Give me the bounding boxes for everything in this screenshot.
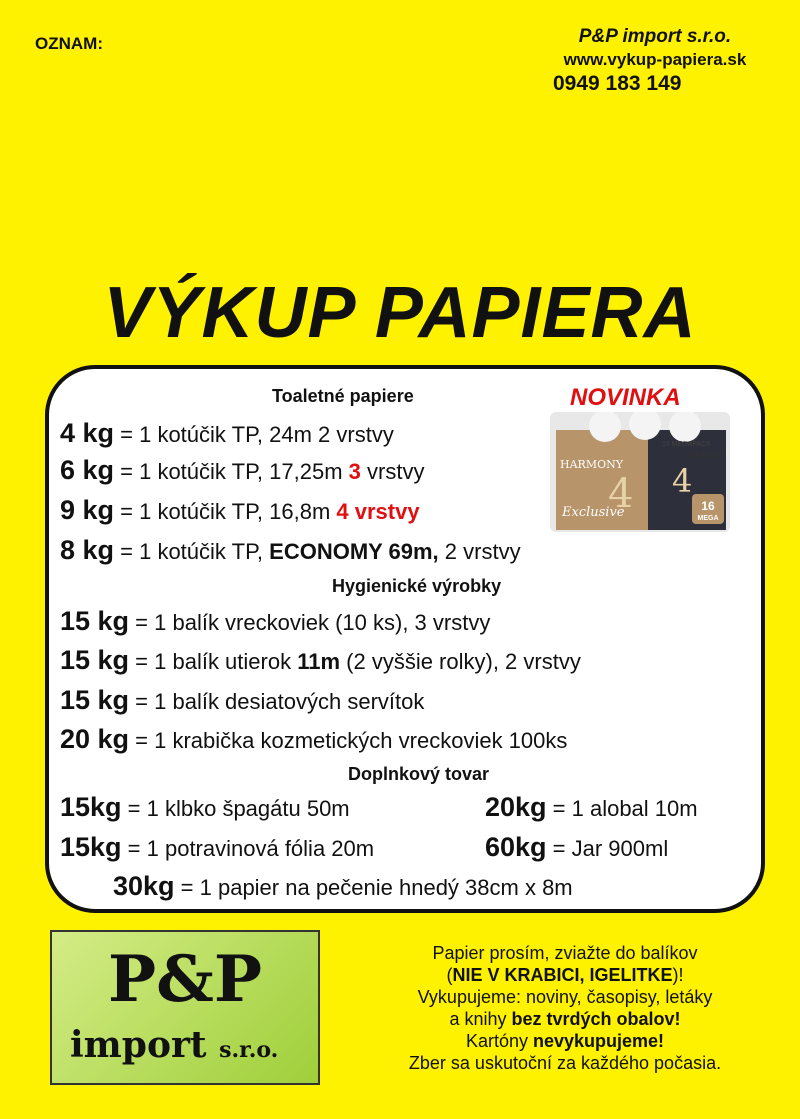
company-header bbox=[535, 26, 775, 96]
weight-value: 15kg bbox=[60, 832, 122, 862]
product-vrstvy: VRSTVY bbox=[690, 451, 723, 460]
bold-text: 11m bbox=[297, 649, 341, 674]
list-item bbox=[60, 455, 424, 486]
item-text: = 1 potravinová fólia 20m bbox=[121, 836, 375, 861]
highlight-text: 3 bbox=[348, 459, 361, 484]
logo-pp: P&P bbox=[107, 942, 263, 1017]
list-item bbox=[60, 418, 394, 449]
section-toilet: Toaletné papiere bbox=[272, 386, 414, 406]
list-item bbox=[485, 792, 698, 823]
item-text: = 1 kotúčik TP, 16,8m bbox=[114, 499, 337, 524]
item-text: = 1 klbko špagátu 50m bbox=[121, 796, 350, 821]
list-item bbox=[485, 832, 668, 863]
weight-value: 30kg bbox=[113, 871, 175, 901]
bold-text: ECONOMY 69m, bbox=[269, 539, 439, 564]
list-item bbox=[60, 535, 521, 566]
notice-line: Zber sa uskutoční za každého počasia. bbox=[408, 1053, 722, 1073]
logo-import-word: import bbox=[70, 1024, 207, 1066]
item-text: = 1 kotúčik TP, bbox=[114, 539, 270, 564]
item-text: = 1 balík vreckoviek (10 ks), 3 vrstvy bbox=[129, 610, 491, 635]
weight-value: 20kg bbox=[485, 792, 547, 822]
item-text: = 1 kotúčik TP, 17,25m bbox=[114, 459, 349, 484]
weight-value: 15 kg bbox=[60, 645, 130, 675]
weight-value: 15 kg bbox=[60, 606, 130, 636]
list-item bbox=[60, 792, 350, 823]
weight-value: 6 kg bbox=[60, 455, 115, 485]
product-number-2: 4 bbox=[672, 462, 693, 500]
page-title: VÝKUP PAPIERA bbox=[103, 273, 697, 353]
section-extra: Doplnkový tovar bbox=[348, 764, 490, 784]
item-text: 2 vrstvy bbox=[438, 539, 521, 564]
item-text: = 1 balík utierok bbox=[129, 649, 298, 674]
list-item bbox=[60, 685, 424, 716]
section-hygiene: Hygienické výrobky bbox=[332, 576, 502, 596]
highlight-text: 4 vrstvy bbox=[336, 499, 420, 524]
product-brand: HARMONY bbox=[560, 458, 623, 471]
logo-sro: s.r.o. bbox=[219, 1037, 279, 1063]
oznam-label: OZNAM: bbox=[35, 34, 103, 53]
notice-line: Papier prosím, zviažte do balíkov bbox=[432, 943, 698, 963]
website-link[interactable]: www.vykup-papiera.sk bbox=[563, 50, 747, 69]
phone-number[interactable]: 0949 183 149 bbox=[553, 72, 682, 95]
toilet-paper-pack-icon bbox=[550, 412, 730, 532]
product-mega: MEGA bbox=[697, 515, 719, 522]
product-image bbox=[550, 412, 730, 532]
list-item bbox=[60, 606, 490, 637]
company-name: P&P import s.r.o. bbox=[578, 26, 732, 47]
item-text: = Jar 900ml bbox=[546, 836, 669, 861]
weight-value: 15 kg bbox=[60, 685, 130, 715]
list-item bbox=[113, 871, 573, 902]
product-ply: PLY bbox=[698, 464, 709, 470]
weight-value: 4 kg bbox=[60, 418, 115, 448]
list-item bbox=[60, 645, 581, 676]
notice-line: a knihy bez tvrdých obalov! bbox=[449, 1009, 681, 1029]
item-text: vrstvy bbox=[360, 459, 425, 484]
item-text: = 1 balík desiatových servítok bbox=[129, 689, 425, 714]
list-item bbox=[60, 724, 567, 755]
weight-value: 9 kg bbox=[60, 495, 115, 525]
list-item bbox=[60, 832, 374, 863]
item-text: = 1 krabička kozmetických vreckoviek 100ks bbox=[129, 728, 568, 753]
weight-value: 8 kg bbox=[60, 535, 115, 565]
product-line: Exclusive bbox=[562, 505, 625, 520]
item-text: = 1 alobal 10m bbox=[546, 796, 698, 821]
notice-line: (NIE V KRABICI, IGELITKE)! bbox=[446, 965, 684, 985]
product-number: 4 bbox=[608, 471, 634, 517]
notice-text bbox=[350, 942, 780, 1074]
list-item bbox=[60, 495, 420, 526]
weight-value: 20 kg bbox=[60, 724, 130, 754]
product-megapack: 16 MEGAPACK bbox=[662, 441, 711, 448]
weight-value: 15kg bbox=[60, 792, 122, 822]
logo-import bbox=[70, 1024, 278, 1066]
company-logo bbox=[50, 930, 320, 1085]
item-text: = 1 kotúčik TP, 24m 2 vrstvy bbox=[114, 422, 394, 447]
notice-line: Vykupujeme: noviny, časopisy, letáky bbox=[417, 987, 713, 1007]
notice-line: Kartóny nevykupujeme! bbox=[465, 1031, 665, 1051]
product-pack-count: 16 bbox=[701, 499, 715, 513]
novinka-label: NOVINKA bbox=[570, 384, 681, 411]
weight-value: 60kg bbox=[485, 832, 547, 862]
item-text: (2 vyššie rolky), 2 vrstvy bbox=[340, 649, 581, 674]
item-text: = 1 papier na pečenie hnedý 38cm x 8m bbox=[174, 875, 573, 900]
